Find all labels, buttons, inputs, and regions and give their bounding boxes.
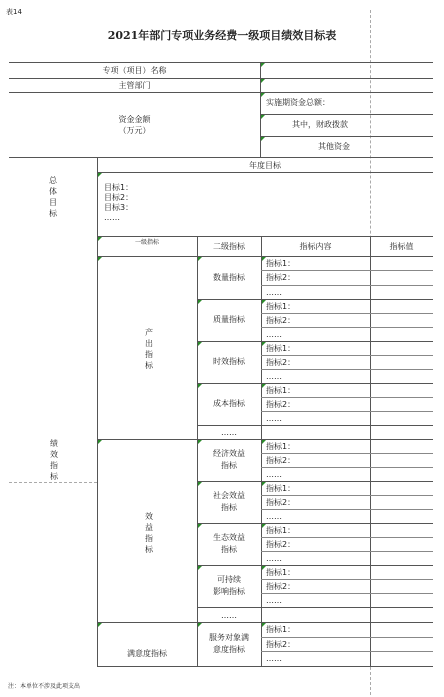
indicator-item: 指标2： — [266, 358, 296, 367]
divider — [197, 523, 433, 524]
footnote: 注：本单位不涉及此项支出 — [8, 683, 81, 690]
divider — [260, 62, 261, 157]
divider — [9, 78, 433, 79]
benefit-indicator-label: 效益指标 — [145, 512, 153, 554]
divider — [197, 425, 433, 426]
output-ellipsis: …… — [221, 428, 237, 437]
performance-indicator-label: 绩效指标 — [50, 439, 58, 481]
cell-marker-icon — [98, 237, 102, 241]
indicator-item: …… — [266, 372, 282, 381]
indicator-item: …… — [266, 414, 282, 423]
cell-marker-icon — [198, 482, 202, 486]
fund-unit-label: （万元） — [118, 126, 151, 135]
level2-indicator-name: 指标 — [221, 545, 237, 554]
cell-marker-icon — [198, 257, 202, 261]
indicator-item: 指标2： — [266, 456, 296, 465]
indicator-item: 指标2： — [266, 400, 296, 409]
level2-indicator-name: 成本指标 — [213, 399, 245, 408]
divider — [197, 383, 433, 384]
goal-item: 目标1： — [104, 183, 134, 192]
indicator-item: 指标1： — [266, 302, 296, 311]
indicator-item: 指标1： — [266, 484, 296, 493]
goal-item: 目标3： — [104, 203, 134, 212]
level2-indicator-name: 生态效益 — [213, 533, 245, 542]
fund-other-label: 其他资金 — [318, 142, 350, 151]
level2-indicator-name: 数量指标 — [213, 272, 245, 282]
indicator-item: …… — [266, 512, 282, 521]
goal-item: 目标2： — [104, 193, 134, 202]
annual-goal-header: 年度目标 — [249, 161, 281, 170]
indicator-item: 指标2： — [266, 498, 296, 507]
level2-indicator-name: 指标 — [221, 461, 237, 470]
indicator-item: 指标1： — [266, 386, 296, 395]
cell-marker-icon — [261, 93, 265, 97]
page-title: 2021年部门专项业务经费一级项目绩效目标表 — [107, 29, 337, 42]
divider — [197, 481, 433, 482]
divider — [197, 341, 433, 342]
fund-fiscal-label: 其中，财政拨款 — [292, 120, 348, 129]
indicator-item: …… — [266, 288, 282, 297]
indicator-item: 指标2： — [266, 640, 296, 649]
divider — [9, 92, 433, 93]
indicator-item: 指标1： — [266, 568, 296, 577]
cell-marker-icon — [98, 623, 102, 627]
cell-marker-icon — [98, 173, 102, 177]
divider — [197, 666, 433, 667]
divider — [197, 299, 433, 300]
level2-indicator-name: 指标 — [221, 503, 237, 512]
divider — [197, 607, 433, 608]
divider — [97, 229, 98, 666]
cell-marker-icon — [198, 566, 202, 570]
indicator-item: 指标1： — [266, 259, 296, 268]
level2-indicator-name: 社会效益 — [213, 491, 245, 500]
cell-marker-icon — [198, 623, 202, 627]
divider — [261, 651, 433, 652]
cell-marker-icon — [261, 63, 265, 67]
col-header-level2: 二级指标 — [213, 242, 245, 251]
cell-marker-icon — [98, 440, 102, 444]
col-header-value: 指标值 — [389, 242, 414, 251]
satisfaction-indicator-label: 满意度指标 — [127, 649, 167, 658]
divider — [261, 509, 433, 510]
cell-marker-icon — [198, 342, 202, 346]
cell-marker-icon — [198, 384, 202, 388]
indicator-item: …… — [266, 596, 282, 605]
fund-total-label: 实施期资金总额： — [266, 98, 330, 107]
indicator-item: …… — [266, 554, 282, 563]
dashed-divider — [9, 482, 97, 483]
divider — [9, 157, 433, 158]
level2-indicator-name: 经济效益 — [213, 449, 245, 458]
indicator-item: 指标2： — [266, 582, 296, 591]
fund-label: 资金金额 — [118, 115, 151, 124]
overall-goal-label: 总体目标 — [49, 176, 57, 218]
goal-item: …… — [104, 213, 120, 222]
indicator-item: 指标1： — [266, 344, 296, 353]
indicator-item: 指标1： — [266, 442, 296, 451]
indicator-item: 指标1： — [266, 526, 296, 535]
indicator-item: …… — [266, 470, 282, 479]
cell-marker-icon — [261, 79, 265, 83]
divider — [261, 327, 433, 328]
cell-marker-icon — [261, 115, 265, 119]
level2-indicator-name: 质量指标 — [213, 315, 245, 324]
divider — [9, 62, 433, 63]
divider — [97, 172, 433, 173]
indicator-item: 指标2： — [266, 273, 296, 282]
divider — [261, 369, 433, 370]
indicator-item: …… — [266, 330, 282, 339]
project-name-label: 专项（项目）名称 — [102, 66, 167, 75]
level2-indicator-name: 服务对象满 — [209, 633, 249, 642]
col-header-level1: 一级指标 — [134, 239, 159, 246]
dept-label: 主管部门 — [118, 81, 151, 90]
cell-marker-icon — [198, 524, 202, 528]
divider — [261, 285, 433, 286]
divider — [260, 114, 433, 115]
col-header-content: 指标内容 — [299, 242, 332, 251]
level2-indicator-name: 可持续 — [217, 575, 241, 584]
indicator-item: 指标2： — [266, 316, 296, 325]
divider — [261, 467, 433, 468]
indicator-item: 指标1： — [266, 625, 296, 634]
divider — [370, 236, 371, 666]
cell-marker-icon — [98, 257, 102, 261]
cell-marker-icon — [198, 440, 202, 444]
divider — [261, 411, 433, 412]
level2-indicator-name: 意度指标 — [213, 645, 245, 654]
divider — [261, 551, 433, 552]
output-indicator-label: 产出指标 — [145, 328, 153, 370]
cell-marker-icon — [198, 300, 202, 304]
divider — [197, 565, 433, 566]
divider — [260, 136, 433, 137]
indicator-item: …… — [266, 654, 282, 663]
divider — [97, 236, 433, 237]
indicator-item: 指标2： — [266, 540, 296, 549]
benefit-ellipsis: …… — [221, 611, 237, 620]
divider — [261, 593, 433, 594]
table-number: 表14 — [6, 8, 22, 16]
cell-marker-icon — [261, 137, 265, 141]
level2-indicator-name: 影响指标 — [213, 587, 245, 596]
level2-indicator-name: 时效指标 — [213, 357, 245, 366]
